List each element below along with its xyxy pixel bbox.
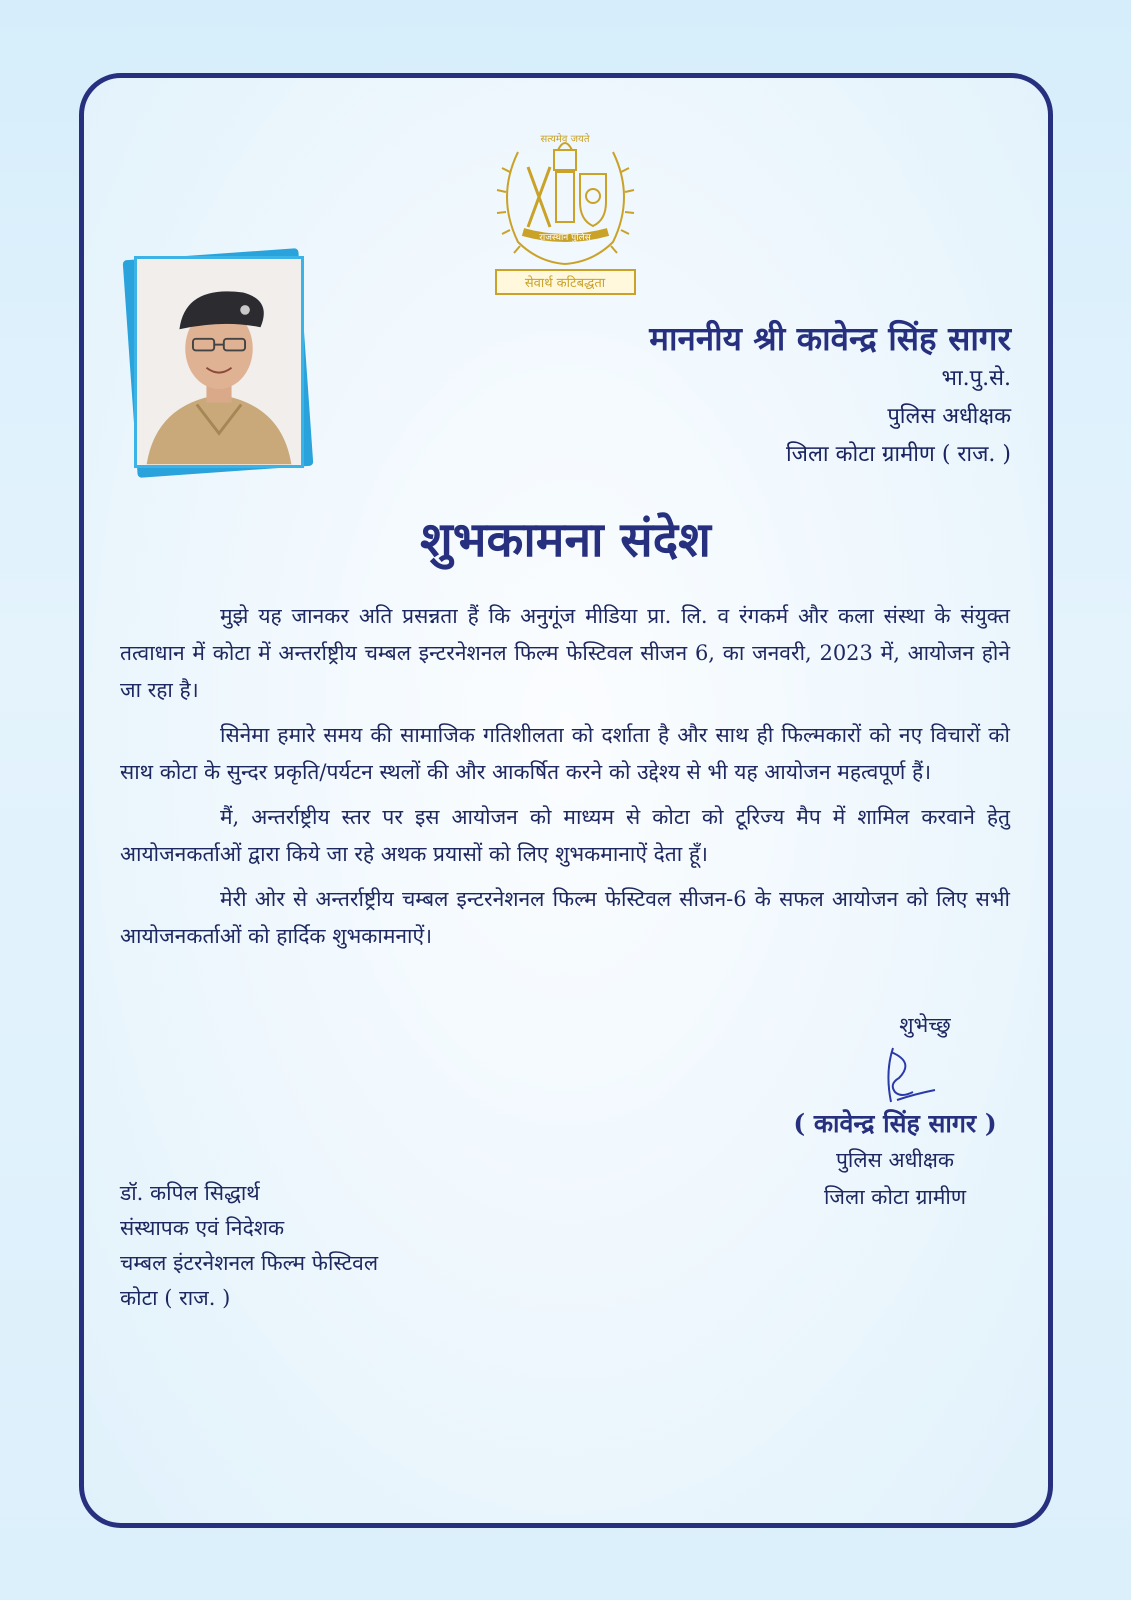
officer-name: माननीय श्री कावेन्द्र सिंह सागर: [649, 319, 1011, 358]
paragraph: मेरी ओर से अन्तर्राष्ट्रीय चम्बल इन्टरनेशनल फिल्म फेस्टिवल सीजन-6 के सफल आयोजन को लिए सभी आयोजनकर्ताओं को हार्दिक शुभकामनाऐं।: [120, 887, 1010, 948]
paragraph: सिनेमा हमारे समय की सामाजिक गतिशीलता को दर्शाता है और साथ ही फिल्मकारों को नए विचारों को साथ कोटा के सुन्दर प्रकृति/पर्यटन स्थलों की और आकर्षित करने को उद्देश्य से भी यह आयोजन महत्वपूर्ण हैं।: [120, 723, 1010, 784]
recipient-name: डॉ. कपिल सिद्धार्थ: [120, 1181, 260, 1205]
emblem-band: राजस्थान पुलिस: [539, 233, 591, 243]
signature-designation: पुलिस अधीक्षक: [835, 1148, 955, 1172]
signature-greeting: शुभेच्छु: [899, 1013, 951, 1037]
emblem-motto: सत्यमेव जयते: [540, 134, 590, 145]
signature-district: जिला कोटा ग्रामीण: [823, 1185, 967, 1209]
emblem-scroll: सेवार्थ कटिबद्धता: [524, 276, 606, 291]
officer-district: जिला कोटा ग्रामीण ( राज. ): [785, 442, 1011, 467]
officer-header: [649, 318, 1011, 474]
signature-block: [770, 1010, 1020, 1216]
paragraph: मैं, अन्तर्राष्ट्रीय स्तर पर इस आयोजन को माध्यम से कोटा को टूरिज्य मैप में शामिल करवाने हेतु आयोजनकर्ताओं द्वारा किये जा रहे अथक प्रयासों को लिए शुभकमानाऐं देता हूँ।: [120, 805, 1010, 866]
rajasthan-police-emblem-icon: [488, 112, 643, 302]
recipient-city: कोटा ( राज. ): [120, 1286, 231, 1310]
officer-photo-frame: [126, 248, 314, 480]
handwritten-signature-icon: [835, 1042, 955, 1112]
page-title: शुभकामना संदेश: [420, 512, 711, 568]
officer-photo: [134, 256, 304, 468]
officer-designation: पुलिस अधीक्षक: [887, 404, 1011, 429]
recipient-block: [120, 1176, 378, 1316]
paragraph: मुझे यह जानकर अति प्रसन्नता हैं कि अनुगूंज मीडिया प्रा. लि. व रंगकर्म और कला संस्था के संयुक्त तत्वाधान में कोटा में अन्तर्राष्ट्रीय चम्बल इन्टरनेशनल फिल्म फेस्टिवल सीजन 6, का जनवरी, 2023 में, आयोजन होने जा रहा है।: [120, 604, 1010, 702]
signature-name: ( कावेन्द्र सिंह सागर ): [793, 1109, 997, 1138]
message-body: [120, 598, 1010, 963]
recipient-role: संस्थापक एवं निदेशक: [120, 1216, 285, 1240]
officer-service: भा.पु.से.: [941, 366, 1011, 391]
recipient-org: चम्बल इंटरनेशनल फिल्म फेस्टिवल: [120, 1251, 379, 1275]
